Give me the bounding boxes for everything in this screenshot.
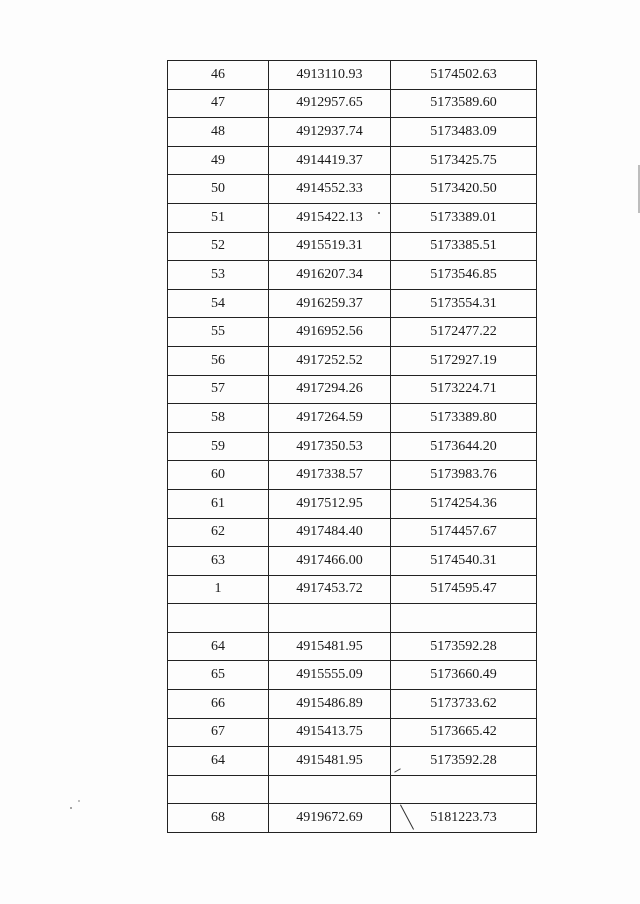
table-row [168, 289, 537, 318]
speck-dot [378, 212, 380, 214]
x-coordinate-cell: 4915555.09 [269, 661, 391, 690]
y-coordinate-cell: 5173644.20 [391, 432, 537, 461]
point-number-cell: 50 [168, 175, 269, 204]
y-coordinate-cell: 5174595.47 [391, 575, 537, 604]
table-row [168, 146, 537, 175]
coordinates-table [167, 60, 537, 833]
point-number-cell: 64 [168, 747, 269, 776]
table-row [168, 718, 537, 747]
x-coordinate-cell: 4912937.74 [269, 118, 391, 147]
table-row [168, 747, 537, 776]
x-coordinate-cell [269, 604, 391, 633]
y-coordinate-cell: 5173554.31 [391, 289, 537, 318]
y-coordinate-cell [391, 775, 537, 804]
table-row [168, 232, 537, 261]
point-number-cell: 65 [168, 661, 269, 690]
y-coordinate-cell: 5173389.80 [391, 404, 537, 433]
x-coordinate-cell: 4913110.93 [269, 61, 391, 90]
y-coordinate-cell: 5174457.67 [391, 518, 537, 547]
x-coordinate-cell: 4912957.65 [269, 89, 391, 118]
x-coordinate-cell: 4916952.56 [269, 318, 391, 347]
y-coordinate-cell: 5173665.42 [391, 718, 537, 747]
table-row [168, 203, 537, 232]
y-coordinate-cell: 5181223.73 [391, 804, 537, 833]
point-number-cell: 66 [168, 690, 269, 719]
table-row [168, 118, 537, 147]
point-number-cell: 63 [168, 547, 269, 576]
table-row [168, 604, 537, 633]
y-coordinate-cell: 5172477.22 [391, 318, 537, 347]
x-coordinate-cell: 4916207.34 [269, 261, 391, 290]
point-number-cell: 61 [168, 489, 269, 518]
speck-dot [70, 807, 72, 809]
table-row [168, 661, 537, 690]
table-row [168, 375, 537, 404]
x-coordinate-cell: 4917264.59 [269, 404, 391, 433]
y-coordinate-cell: 5173733.62 [391, 690, 537, 719]
x-coordinate-cell: 4915481.95 [269, 747, 391, 776]
point-number-cell: 46 [168, 61, 269, 90]
point-number-cell: 68 [168, 804, 269, 833]
x-coordinate-cell: 4917484.40 [269, 518, 391, 547]
point-number-cell: 64 [168, 632, 269, 661]
table-row [168, 461, 537, 490]
x-coordinate-cell: 4917350.53 [269, 432, 391, 461]
y-coordinate-cell: 5173592.28 [391, 747, 537, 776]
x-coordinate-cell: 4914419.37 [269, 146, 391, 175]
table-row [168, 547, 537, 576]
speck-dot [78, 800, 80, 802]
x-coordinate-cell: 4917338.57 [269, 461, 391, 490]
x-coordinate-cell: 4915486.89 [269, 690, 391, 719]
y-coordinate-cell: 5173546.85 [391, 261, 537, 290]
y-coordinate-cell: 5173385.51 [391, 232, 537, 261]
x-coordinate-cell: 4915519.31 [269, 232, 391, 261]
table-row [168, 346, 537, 375]
table-row [168, 61, 537, 90]
table-row [168, 261, 537, 290]
table-row [168, 575, 537, 604]
x-coordinate-cell: 4917252.52 [269, 346, 391, 375]
point-number-cell: 53 [168, 261, 269, 290]
y-coordinate-cell: 5173660.49 [391, 661, 537, 690]
x-coordinate-cell: 4915481.95 [269, 632, 391, 661]
y-coordinate-cell [391, 604, 537, 633]
x-coordinate-cell: 4919672.69 [269, 804, 391, 833]
point-number-cell: 48 [168, 118, 269, 147]
y-coordinate-cell: 5174254.36 [391, 489, 537, 518]
coordinates-table-body [168, 61, 537, 833]
y-coordinate-cell: 5173420.50 [391, 175, 537, 204]
table-row [168, 489, 537, 518]
point-number-cell: 47 [168, 89, 269, 118]
y-coordinate-cell: 5173224.71 [391, 375, 537, 404]
x-coordinate-cell: 4917466.00 [269, 547, 391, 576]
table-row [168, 318, 537, 347]
point-number-cell: 60 [168, 461, 269, 490]
x-coordinate-cell: 4914552.33 [269, 175, 391, 204]
x-coordinate-cell: 4917294.26 [269, 375, 391, 404]
point-number-cell: 67 [168, 718, 269, 747]
table-row [168, 404, 537, 433]
point-number-cell: 56 [168, 346, 269, 375]
x-coordinate-cell: 4915422.13 [269, 203, 391, 232]
point-number-cell: 59 [168, 432, 269, 461]
y-coordinate-cell: 5173592.28 [391, 632, 537, 661]
table-row [168, 89, 537, 118]
x-coordinate-cell [269, 775, 391, 804]
table-row [168, 690, 537, 719]
y-coordinate-cell: 5174540.31 [391, 547, 537, 576]
point-number-cell: 58 [168, 404, 269, 433]
point-number-cell: 52 [168, 232, 269, 261]
point-number-cell: 62 [168, 518, 269, 547]
y-coordinate-cell: 5172927.19 [391, 346, 537, 375]
y-coordinate-cell: 5173483.09 [391, 118, 537, 147]
x-coordinate-cell: 4915413.75 [269, 718, 391, 747]
point-number-cell: 1 [168, 575, 269, 604]
y-coordinate-cell: 5173983.76 [391, 461, 537, 490]
table-row [168, 432, 537, 461]
table-row [168, 518, 537, 547]
point-number-cell [168, 775, 269, 804]
y-coordinate-cell: 5173589.60 [391, 89, 537, 118]
x-coordinate-cell: 4917453.72 [269, 575, 391, 604]
y-coordinate-cell: 5173425.75 [391, 146, 537, 175]
table-row [168, 632, 537, 661]
point-number-cell: 49 [168, 146, 269, 175]
point-number-cell: 57 [168, 375, 269, 404]
point-number-cell: 55 [168, 318, 269, 347]
point-number-cell [168, 604, 269, 633]
point-number-cell: 54 [168, 289, 269, 318]
table-row [168, 804, 537, 833]
x-coordinate-cell: 4917512.95 [269, 489, 391, 518]
table-row [168, 775, 537, 804]
table-row [168, 175, 537, 204]
y-coordinate-cell: 5173389.01 [391, 203, 537, 232]
x-coordinate-cell: 4916259.37 [269, 289, 391, 318]
point-number-cell: 51 [168, 203, 269, 232]
y-coordinate-cell: 5174502.63 [391, 61, 537, 90]
